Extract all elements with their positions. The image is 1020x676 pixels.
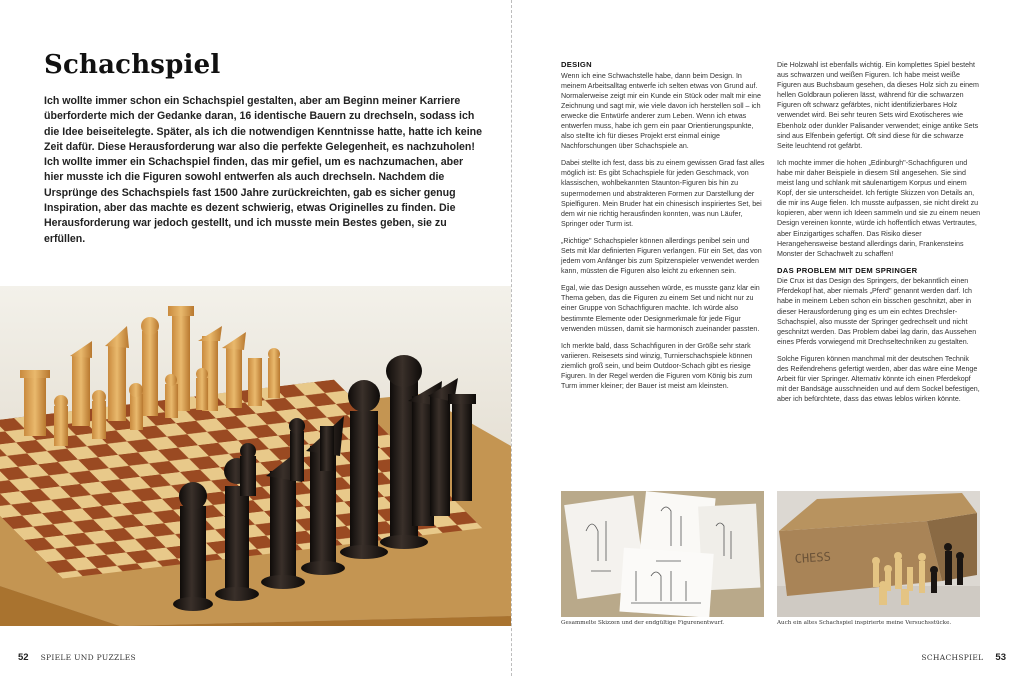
section-heading-springer: DAS PROBLEM MIT DEM SPRINGER: [777, 265, 918, 275]
section-heading-design: DESIGN: [561, 60, 592, 69]
paragraph: Ich mochte immer die hohen „Edinburgh"-Schachfiguren und habe mir daher Beispiele in diesem Stil angesehen. Sie sind meist lang und schlank mit säulenartigem Korpus und einem Kopf, der sie unterscheidet. Ich fertigte Skizzen von Details an, die mir ins Auge fielen. Ich musste aufpassen, sie nicht direkt zu kopieren, aber wenn ich Ideen sammeln und sie zu einem neuen Design vereinen konnte, würde ich hoffentlich etwas Vertrautes, aber Einzigartiges schaffen. Das Risiko dieser Herangehensweise bestand allerdings darin, Frankensteins Monster der Schachwelt zu schaffen!: [777, 158, 981, 258]
figure-caption-1: Gesammelte Skizzen und der endgültige Figurenentwurf.: [561, 620, 725, 626]
page-title: Schachspiel: [44, 50, 221, 80]
paragraph: Die Holzwahl ist ebenfalls wichtig. Ein komplettes Spiel besteht aus schwarzen und weißen Figuren. Ich habe meist weiße Figuren aus Buchsbaum gesehen, da dieses Holz sich zu einem hellen Goldbraun polieren lässt, während für die schwarzen Figuren oft schwarz gefärbtes, nicht identifizierbares Holz verwendet wird. Bei sehr teuren Sets wird Exotischeres wie Ebenholz oder dunkler Palisander verwendet; einige antike Sets sind aus Elfenbein gefertigt. Oft sind diese für die schwarze Seite leuchtend rot gefärbt.: [777, 61, 979, 150]
text-column-1: [561, 60, 765, 398]
paragraph: Dabei stellte ich fest, dass bis zu einem gewissen Grad fast alles möglich ist: Es gibt Schachspiele für jeden Geschmack, von klassischen, wohlbekannten Staunton-Figuren bis hin zu supermodernen und abstrakteren Formen zur Darstellung der Spielfiguren. Mein Bruder hat ein chinesisch inspiriertes Set, bei dem wir nie richtig herausfinden konnten, was nun Läufer, Springer oder Turm ist.: [561, 159, 765, 228]
paragraph: „Richtige" Schachspieler können allerdings penibel sein und Sets mit klar definierten Figuren verlangen. Für ein Set, das von jedem vom Anfänger bis zum Spitzenspieler verwendet werden kann, müssten die Figuren also leicht zu erkennen sein.: [561, 236, 762, 276]
page-footer-left: [18, 652, 136, 663]
right-page: [512, 0, 1020, 676]
chess-set-photo: [0, 286, 511, 626]
paragraph: Wenn ich eine Schwachstelle habe, dann beim Design. In meinem Arbeitsalltag entwerfe ich selten etwas von Grund auf. Normalerweise zeigt mir ein Kunde ein Stück oder malt mir eine Zeichnung und sagt mir, wie viele davon ich herstellen soll – ich erwecke die Entwürfe anderer zum Leben. Wenn ich etwas entwerfen muss, habe ich gern ein paar Orientierungspunkte, also stellte ich für dieses Projekt erst einmal einige Nachforschungen über Schachspiele an.: [561, 71, 761, 151]
intro-paragraph: Ich wollte immer schon ein Schachspiel gestalten, aber am Beginn meiner Karriere überforderte mich der Gedanke daran, 16 identische Bauern zu drechseln, sodass ich die Idee beiseitelegte. Später, als ich die notwendigen Kenntnisse hatte, hatte ich keine Zeit dafür. Diese Herausforderung war also die perfekte Gelegenheit, es nachzuholen! Ich wollte immer ein Schachspiel finden, das mir gefiel, um es nachzumachen, aber hier musste ich die Figuren sowohl entwerfen als auch drechseln. Nachdem die Ursprünge des Schachspiels fast 1500 Jahre zurückreichten, gab es sicher genug Inspiration, aber das machte es dezent schwierig, etwas Originelles zu finden. Die Herausforderung war jedoch gestellt, und ich musste mein Bestes geben, sie zu erfüllen.: [44, 95, 482, 245]
page-footer-right: [921, 652, 1006, 663]
paragraph: Ich merkte bald, dass Schachfiguren in der Größe sehr stark variieren. Reisesets sind winzig, Turnierschachspiele können ziemlich groß sein, und beim Outdoor-Schach gibt es riesige Figuren. In der Regel werden die Figuren vom König bis zum Turm immer kleiner; der Bauer ist meist am kleinsten.: [561, 341, 753, 391]
box-label: CHESS: [794, 549, 832, 566]
page-number: 52: [18, 652, 29, 663]
page-number: 53: [995, 652, 1006, 663]
section-label: SCHACHSPIEL: [921, 653, 984, 662]
figure-caption-2: Auch ein altes Schachspiel inspirierte meine Versuchsstücke.: [777, 620, 952, 626]
paragraph: Die Crux ist das Design des Springers, der bekanntlich einen Pferdekopf hat, aber niemals „Pferd" genannt werden darf. Ich habe in meinem Leben schon ein bisschen geschnitzt, aber in dieser Herausforderung ging es um ein echtes Drechsler-Schachspiel, also musste der Springer gedrechselt und nicht geschnitzt werden. Das Problem dabei lag darin, das Aussehen eines Pferds vorwiegend mit Drechseltechniken zu gestalten.: [777, 277, 977, 346]
paragraph: Egal, wie das Design aussehen würde, es musste ganz klar ein Thema geben, das die Figuren zu einem Set und nicht nur zu einer Gruppe von Schachfiguren machte. Ich würde also bestimmte Elemente oder Designmerkmale für jede Figur verwenden müssen, damit sie harmonisch zueinander passten.: [561, 284, 760, 333]
sketches-photo: [561, 491, 764, 617]
old-chess-set-photo: [777, 491, 980, 617]
text-column-2: [777, 60, 981, 411]
section-label: SPIELE UND PUZZLES: [40, 653, 136, 662]
paragraph: Solche Figuren können manchmal mit der deutschen Technik des Reifendrehens gefertigt werden, aber das wäre eine Menge Arbeit für vier Springer. Alternativ könnte ich einen Pferdekopf mit der Bandsäge ausschneiden und auf dem Sockel befestigen, aber ich befürchtete, dass das etwas leblos wirken könnte.: [777, 354, 980, 404]
